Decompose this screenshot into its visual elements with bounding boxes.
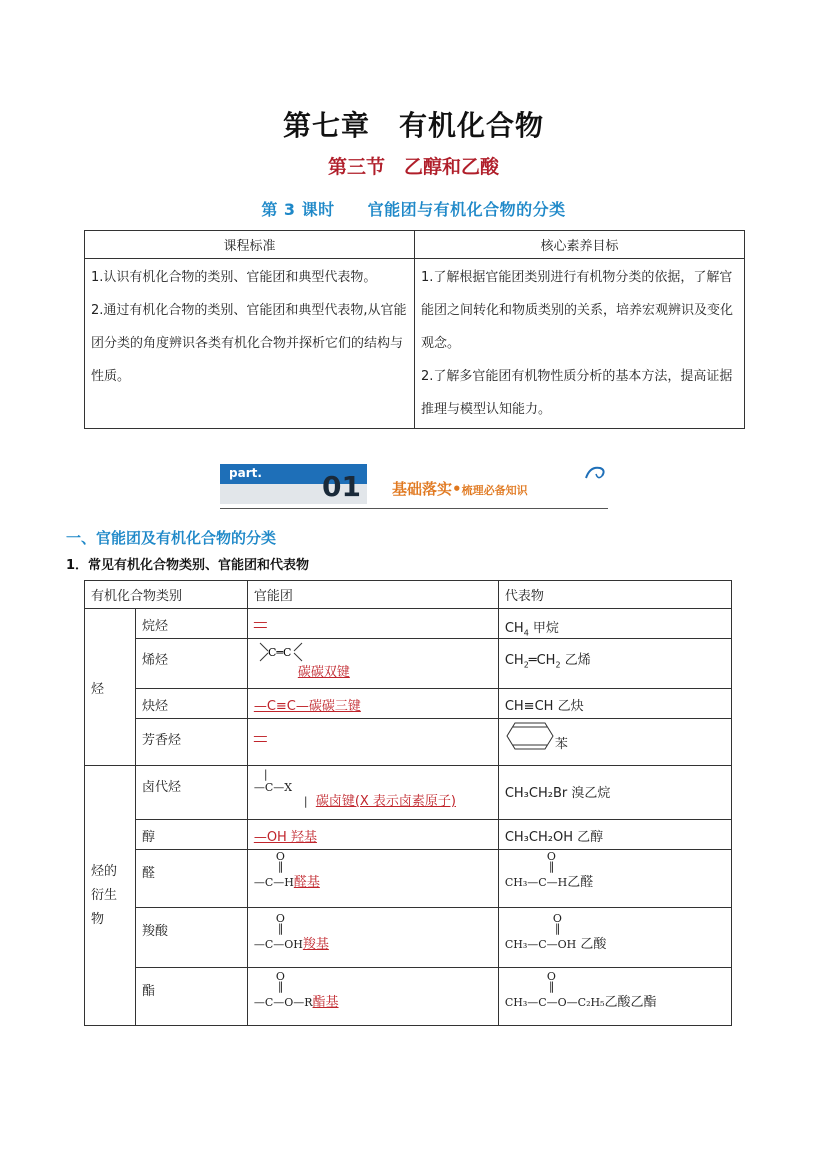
functional-group: 碳卤键(X 表示卤素原子) bbox=[315, 794, 456, 809]
functional-group: 羧基 bbox=[302, 937, 329, 952]
class-name: 酯 bbox=[136, 968, 248, 1026]
class-name: 羧酸 bbox=[136, 908, 248, 968]
class-name: 醛 bbox=[136, 850, 248, 908]
banner-part-label: part. bbox=[229, 466, 262, 480]
section-title: 第三节 乙醇和乙酸 bbox=[327, 156, 499, 178]
representative: 苯 bbox=[498, 719, 731, 766]
standards-table bbox=[84, 230, 745, 429]
alkene-structure-icon bbox=[254, 641, 314, 663]
representative: $CH_2═CH_2$ 乙烯 bbox=[498, 639, 731, 689]
representative: CH₃CH₂Br 溴乙烷 bbox=[498, 766, 731, 820]
table-header-rep: 代表物 bbox=[498, 581, 731, 609]
standard-item: 2.通过有机化合物的类别、官能团和典型代表物,从官能团分类的角度辨识各类有机化合物并探析它们的结构与性质。 bbox=[91, 303, 407, 384]
functional-group-cell: O ‖ —C—OH羧基 bbox=[247, 908, 498, 968]
representative: $CH_4$ 甲烷 bbox=[498, 609, 731, 639]
representative: CH₃CH₂OH 乙醇 bbox=[498, 820, 731, 850]
banner-part-number: 01 bbox=[322, 470, 361, 503]
functional-group-cell: O ‖ —C—H醛基 bbox=[247, 850, 498, 908]
part-banner bbox=[220, 462, 612, 512]
class-name: 芳香烃 bbox=[136, 719, 248, 766]
standards-header-goals: 核心素养目标 bbox=[415, 231, 745, 259]
heading-level1: 一、官能团及有机化合物的分类 bbox=[66, 529, 277, 547]
representative: O ‖ CH₃—C—O—C₂H₅乙酸乙酯 bbox=[498, 968, 731, 1026]
class-name: 卤代烃 bbox=[136, 766, 248, 820]
standards-left-cell bbox=[85, 259, 415, 429]
standards-header-course: 课程标准 bbox=[85, 231, 415, 259]
table-row bbox=[85, 850, 732, 908]
functional-group-cell: O ‖ —C—O—R酯基 bbox=[247, 968, 498, 1026]
class-name: 烷烃 bbox=[136, 609, 248, 639]
functional-group: —C≡C—碳碳三键 bbox=[253, 699, 361, 714]
table-row bbox=[85, 689, 732, 719]
goal-item: 2.了解多官能团有机物性质分析的基本方法，提高证据推理与模型认知能力。 bbox=[421, 369, 733, 417]
heading-level2: 1．常见有机化合物类别、官能团和代表物 bbox=[66, 558, 310, 573]
benzene-ring-icon bbox=[505, 719, 555, 753]
table-row bbox=[85, 968, 732, 1026]
swirl-icon bbox=[582, 462, 610, 484]
class-name: 烯烃 bbox=[136, 639, 248, 689]
table-row bbox=[85, 766, 732, 820]
standard-item: 1.认识有机化合物的类别、官能团和典型代表物。 bbox=[91, 270, 377, 285]
functional-group: 碳碳双键 bbox=[297, 665, 350, 680]
class-name: 醇 bbox=[136, 820, 248, 850]
table-header-group: 官能团 bbox=[247, 581, 498, 609]
table-row bbox=[85, 820, 732, 850]
lesson-title: 第 3 课时 官能团与有机化合物的分类 bbox=[261, 200, 566, 219]
banner-heading: 基础落实•梳理必备知识 bbox=[392, 480, 528, 498]
table-header-class: 有机化合物类别 bbox=[85, 581, 248, 609]
table-row bbox=[85, 639, 732, 689]
svg-text:C═C: C═C bbox=[267, 646, 292, 659]
functional-group-cell: | —C—X | 碳卤键(X 表示卤素原子) bbox=[247, 766, 498, 820]
class-name: 炔烃 bbox=[136, 689, 248, 719]
functional-group: ― bbox=[253, 615, 267, 630]
group-hydrocarbon: 烃 bbox=[85, 609, 136, 766]
table-row bbox=[85, 609, 732, 639]
functional-group: —OH 羟基 bbox=[253, 830, 317, 845]
chapter-title: 第七章 有机化合物 bbox=[282, 109, 544, 142]
banner-rule bbox=[220, 508, 608, 509]
functional-group: 酯基 bbox=[312, 995, 339, 1010]
group-derivative: 烃的 衍生 物 bbox=[85, 766, 136, 1026]
standards-right-cell bbox=[415, 259, 745, 429]
representative: CH≡CH 乙炔 bbox=[498, 689, 731, 719]
functional-group: ― bbox=[253, 729, 267, 744]
goal-item: 1.了解根据官能团类别进行有机物分类的依据，了解官能团之间转化和物质类别的关系，培养宏观辨识及变化观念。 bbox=[421, 270, 734, 351]
classification-table bbox=[84, 580, 732, 1026]
functional-group: 醛基 bbox=[293, 875, 320, 890]
representative: O ‖ CH₃—C—OH 乙酸 bbox=[498, 908, 731, 968]
table-row bbox=[85, 908, 732, 968]
table-row bbox=[85, 719, 732, 766]
functional-group-cell bbox=[247, 639, 498, 689]
representative: O ‖ CH₃—C—H乙醛 bbox=[498, 850, 731, 908]
